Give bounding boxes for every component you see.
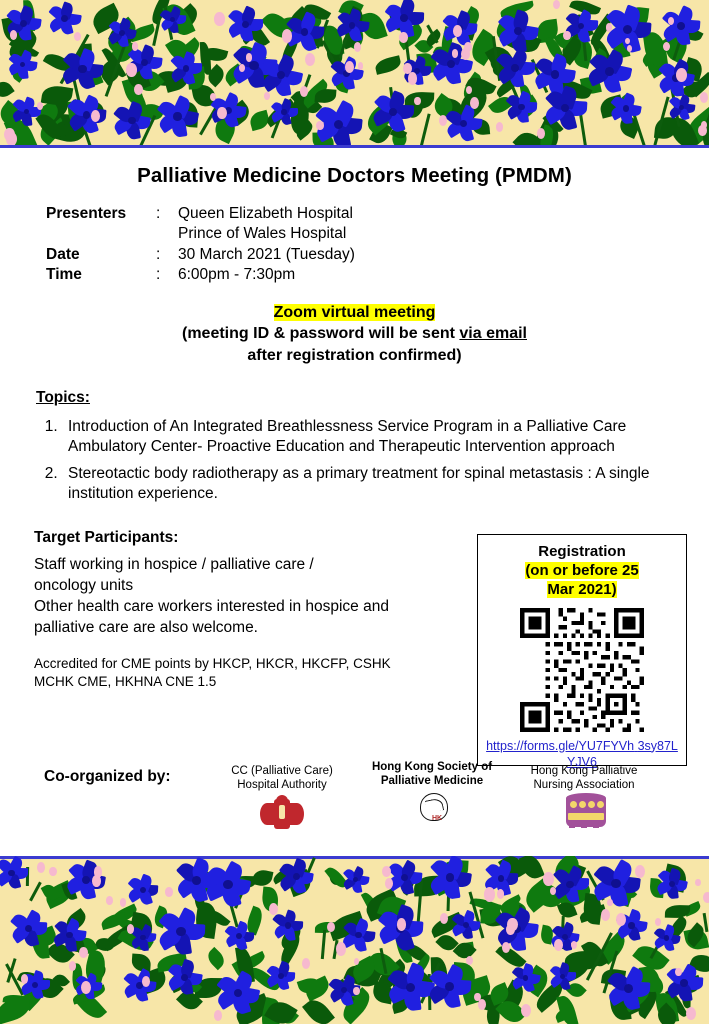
pna-leg	[569, 821, 575, 828]
flower-bud	[571, 941, 577, 949]
flower-bud	[550, 887, 556, 895]
target-participants	[34, 529, 474, 639]
flower-bud	[217, 107, 226, 119]
leaf-shape	[251, 868, 273, 888]
flower-center	[249, 61, 258, 70]
flower-bud	[625, 38, 630, 45]
flower-bud	[120, 898, 127, 907]
registration-deadline-line-1: (on or before 25	[525, 562, 639, 579]
floral-vine-bottom	[0, 856, 709, 1024]
flower-center	[463, 922, 469, 928]
flower-bud	[37, 862, 46, 873]
flower-bud	[4, 128, 14, 141]
info-row-date	[46, 245, 687, 265]
flower-center	[566, 881, 573, 888]
organizer-name-line-2: Hospital Authority	[237, 779, 327, 792]
hkspm-dove-logo-icon	[402, 793, 462, 827]
flower-center	[514, 27, 522, 35]
flower-bud	[606, 23, 613, 32]
flower-bud	[336, 942, 346, 955]
flower-bud	[686, 1007, 696, 1020]
flower-center	[119, 30, 125, 36]
flower-bud	[563, 31, 570, 41]
flower-center	[78, 65, 86, 73]
flower-bud	[440, 913, 448, 924]
organizer-name-line-1: CC (Palliative Care)	[231, 765, 333, 777]
zoom-line-2-b: via email	[459, 325, 527, 343]
flower-center	[680, 979, 687, 986]
flower-center	[281, 109, 286, 114]
flower-bud	[106, 896, 113, 905]
hospital-authority-logo-icon	[252, 797, 312, 831]
flower-center	[611, 879, 620, 888]
flower-center	[192, 876, 201, 885]
flower-center	[181, 974, 188, 981]
flower-bud	[676, 68, 687, 82]
flower-bud	[675, 968, 681, 976]
flower-bud	[81, 981, 91, 994]
list-item: 1. Introduction of An Integrated Breathlessness Service Program in a Palliative Care Ambulatory Center- Proactive Education and Therapeutic Intervention approach	[62, 417, 687, 458]
pna-leg	[593, 821, 599, 828]
flower-bud	[79, 947, 87, 958]
flower-center	[669, 881, 675, 887]
flower-bud	[246, 53, 253, 62]
flower-bud	[354, 42, 362, 52]
target-participants-heading: Target Participants:	[34, 529, 179, 547]
dove-mark: HK	[432, 814, 443, 822]
flower-bud	[461, 48, 470, 60]
flower-bud	[358, 62, 364, 70]
registration-link-line-1: https://forms.gle/YU7FYVh	[486, 738, 635, 753]
flower-center	[664, 935, 669, 940]
zoom-virtual-meeting-highlight: Zoom virtual meeting	[273, 303, 436, 321]
flower-bud	[399, 32, 407, 43]
stem-shape	[29, 881, 41, 901]
leaf-shape	[518, 856, 544, 882]
organizer-name-line-2: Palliative Medicine	[380, 775, 484, 788]
flower-bud	[521, 1004, 531, 1017]
floral-vine-top	[0, 0, 709, 148]
flower-center	[518, 104, 524, 110]
zoom-line-1	[22, 302, 687, 324]
flower-bud	[142, 976, 150, 987]
leaf-shape	[315, 89, 337, 104]
flower-center	[293, 873, 300, 880]
leaf-shape	[374, 55, 403, 74]
flower-center	[234, 989, 242, 997]
flower-bud	[214, 1010, 223, 1021]
organizer-hospital-authority	[202, 764, 362, 831]
flower-center	[285, 922, 291, 928]
pna-leg	[581, 821, 587, 828]
flower-bud	[502, 942, 510, 952]
date-label: Date	[46, 245, 80, 263]
flower-bud	[382, 866, 391, 877]
co-organized-label: Co-organized by:	[44, 768, 171, 785]
zoom-line-3: after registration confirmed)	[247, 347, 462, 364]
zoom-meeting-note	[22, 302, 687, 367]
stem-shape	[415, 113, 431, 148]
flower-bud	[601, 909, 610, 921]
flower-center	[628, 922, 634, 928]
flower-bud	[74, 32, 81, 41]
flower-bud	[302, 958, 310, 969]
flower-bud	[353, 987, 359, 995]
list-item: 2. Stereotactic body radiotherapy as a primary treatment for spinal metastasis : A single institution experience.	[62, 464, 687, 505]
flower-center	[223, 880, 232, 889]
poster-content	[0, 152, 709, 856]
flower-bud	[282, 29, 292, 42]
flower-center	[128, 117, 136, 125]
date-value: 30 March 2021 (Tuesday)	[178, 245, 355, 263]
date-colon: :	[156, 245, 161, 263]
flower-center	[140, 935, 145, 940]
leaf-shape	[204, 947, 227, 970]
flower-center	[623, 105, 629, 111]
ha-slot	[279, 805, 285, 819]
accreditation-line-2: MCHK CME, HKHNA CNE 1.5	[34, 673, 217, 689]
zoom-line-2	[22, 323, 687, 345]
organizer-name-line-1: Hong Kong Palliative	[530, 765, 638, 777]
flower-center	[605, 67, 614, 76]
flower-center	[401, 874, 408, 881]
time-colon: :	[156, 266, 161, 284]
target-line-1: Staff working in hospice / palliative care /	[34, 556, 314, 574]
flower-bud	[49, 867, 56, 876]
flower-bud	[695, 879, 701, 886]
info-row-time	[46, 265, 687, 285]
top-floral-border	[0, 0, 709, 148]
qr-code-svg	[520, 608, 644, 732]
leaf-shape	[0, 77, 15, 100]
flower-bud	[127, 924, 134, 933]
flower-bud	[414, 97, 420, 105]
organizer-name-line-1: Hong Kong Society of	[371, 761, 493, 773]
flower-center	[562, 934, 568, 940]
flower-bud	[264, 92, 270, 100]
registration-deadline-line-2: Mar 2021)	[547, 580, 617, 598]
flower-bud	[316, 121, 323, 131]
registration-title: Registration	[538, 543, 626, 560]
flower-bud	[466, 956, 473, 965]
flower-center	[20, 20, 27, 27]
ha-wing-right	[290, 803, 304, 825]
registration-deadline	[478, 562, 686, 600]
page-title: Palliative Medicine Doctors Meeting (PMDM)	[137, 164, 572, 187]
co-organizers	[22, 760, 687, 846]
target-line-2: oncology units	[34, 576, 134, 594]
flower-center	[523, 975, 529, 981]
flower-bud	[239, 64, 245, 72]
registration-box	[477, 534, 687, 769]
flower-bud	[700, 92, 708, 102]
flower-center	[61, 15, 68, 22]
flower-bud	[210, 93, 216, 101]
flower-bud	[607, 899, 613, 906]
presenters-value-1: Queen Elizabeth Hospital	[178, 205, 353, 222]
flower-bud	[165, 887, 173, 897]
flower-bud	[92, 875, 101, 886]
flower-center	[278, 973, 284, 979]
flower-bud	[496, 122, 504, 132]
presenters-label: Presenters	[46, 205, 127, 222]
flower-bud	[126, 63, 136, 76]
presenters-value-2: Prince of Wales Hospital	[178, 225, 347, 243]
flower-center	[677, 22, 685, 30]
flower-bud	[554, 939, 563, 951]
leaf-shape	[302, 995, 335, 1024]
flower-center	[141, 59, 148, 66]
flower-bud	[397, 918, 407, 931]
target-line-3: Other health care workers interested in hospice and	[34, 597, 389, 615]
flower-bud	[354, 958, 359, 965]
organizer-name-line-2: Nursing Association	[533, 779, 635, 792]
ha-wing-left	[260, 803, 274, 825]
flower-bud	[543, 872, 553, 886]
flower-center	[498, 875, 505, 882]
flower-bud	[91, 110, 100, 122]
flower-bud	[506, 924, 514, 935]
pna-dot	[597, 801, 604, 808]
flower-bud	[703, 892, 709, 904]
registration-link-line-2: 3sy87LYJV6	[567, 738, 678, 769]
flower-bud	[69, 961, 76, 971]
flower-bud	[134, 84, 143, 95]
flower-center	[176, 927, 185, 936]
flower-center	[183, 65, 190, 72]
info-row-presenters	[46, 204, 687, 224]
accreditation-line-1: Accredited for CME points by HKCP, HKCR, HKCFP, CSHK	[34, 655, 391, 671]
flower-bud	[452, 49, 458, 57]
flower-bud	[474, 993, 480, 1001]
flower-bud	[37, 102, 43, 110]
flower-bud	[497, 889, 505, 899]
top-border-rule	[0, 145, 709, 148]
hkpna-logo-icon	[554, 797, 614, 831]
flower-center	[511, 64, 519, 72]
topics-list	[22, 417, 687, 505]
presenters-colon: :	[156, 205, 161, 222]
pna-dot	[570, 801, 577, 808]
pna-dot	[579, 801, 586, 808]
time-label: Time	[46, 266, 82, 284]
pna-dot	[588, 801, 595, 808]
bottom-floral-border	[0, 856, 709, 1024]
flower-center	[66, 932, 72, 938]
meeting-info	[46, 204, 687, 286]
qr-code-icon[interactable]	[520, 608, 644, 732]
flower-bud	[655, 918, 661, 926]
target-line-4: palliative care are also welcome.	[34, 618, 258, 636]
flower-center	[406, 983, 415, 992]
organizer-hkpna	[504, 764, 664, 831]
flower-bud	[214, 12, 224, 26]
flower-bud	[478, 999, 486, 1009]
time-value: 6:00pm - 7:30pm	[178, 266, 296, 284]
flower-center	[400, 14, 408, 22]
flower-center	[242, 21, 249, 28]
flower-bud	[305, 53, 315, 66]
flower-bud	[439, 115, 447, 125]
flower-bud	[553, 0, 560, 9]
organizer-hkspm	[352, 760, 512, 827]
zoom-line-2-a: (meeting ID & password will be sent	[182, 325, 460, 343]
flower-center	[83, 111, 91, 119]
flower-center	[551, 70, 559, 78]
flower-bud	[635, 865, 645, 878]
flower-center	[173, 112, 181, 120]
flower-center	[8, 870, 14, 876]
stem-shape	[320, 930, 325, 959]
flower-bud	[132, 42, 138, 50]
flower-bud	[484, 887, 495, 901]
flower-center	[445, 982, 454, 991]
flower-bud	[345, 61, 354, 73]
accreditation-note	[34, 655, 464, 691]
topics-heading: Topics:	[36, 388, 90, 406]
pna-band	[568, 813, 604, 820]
